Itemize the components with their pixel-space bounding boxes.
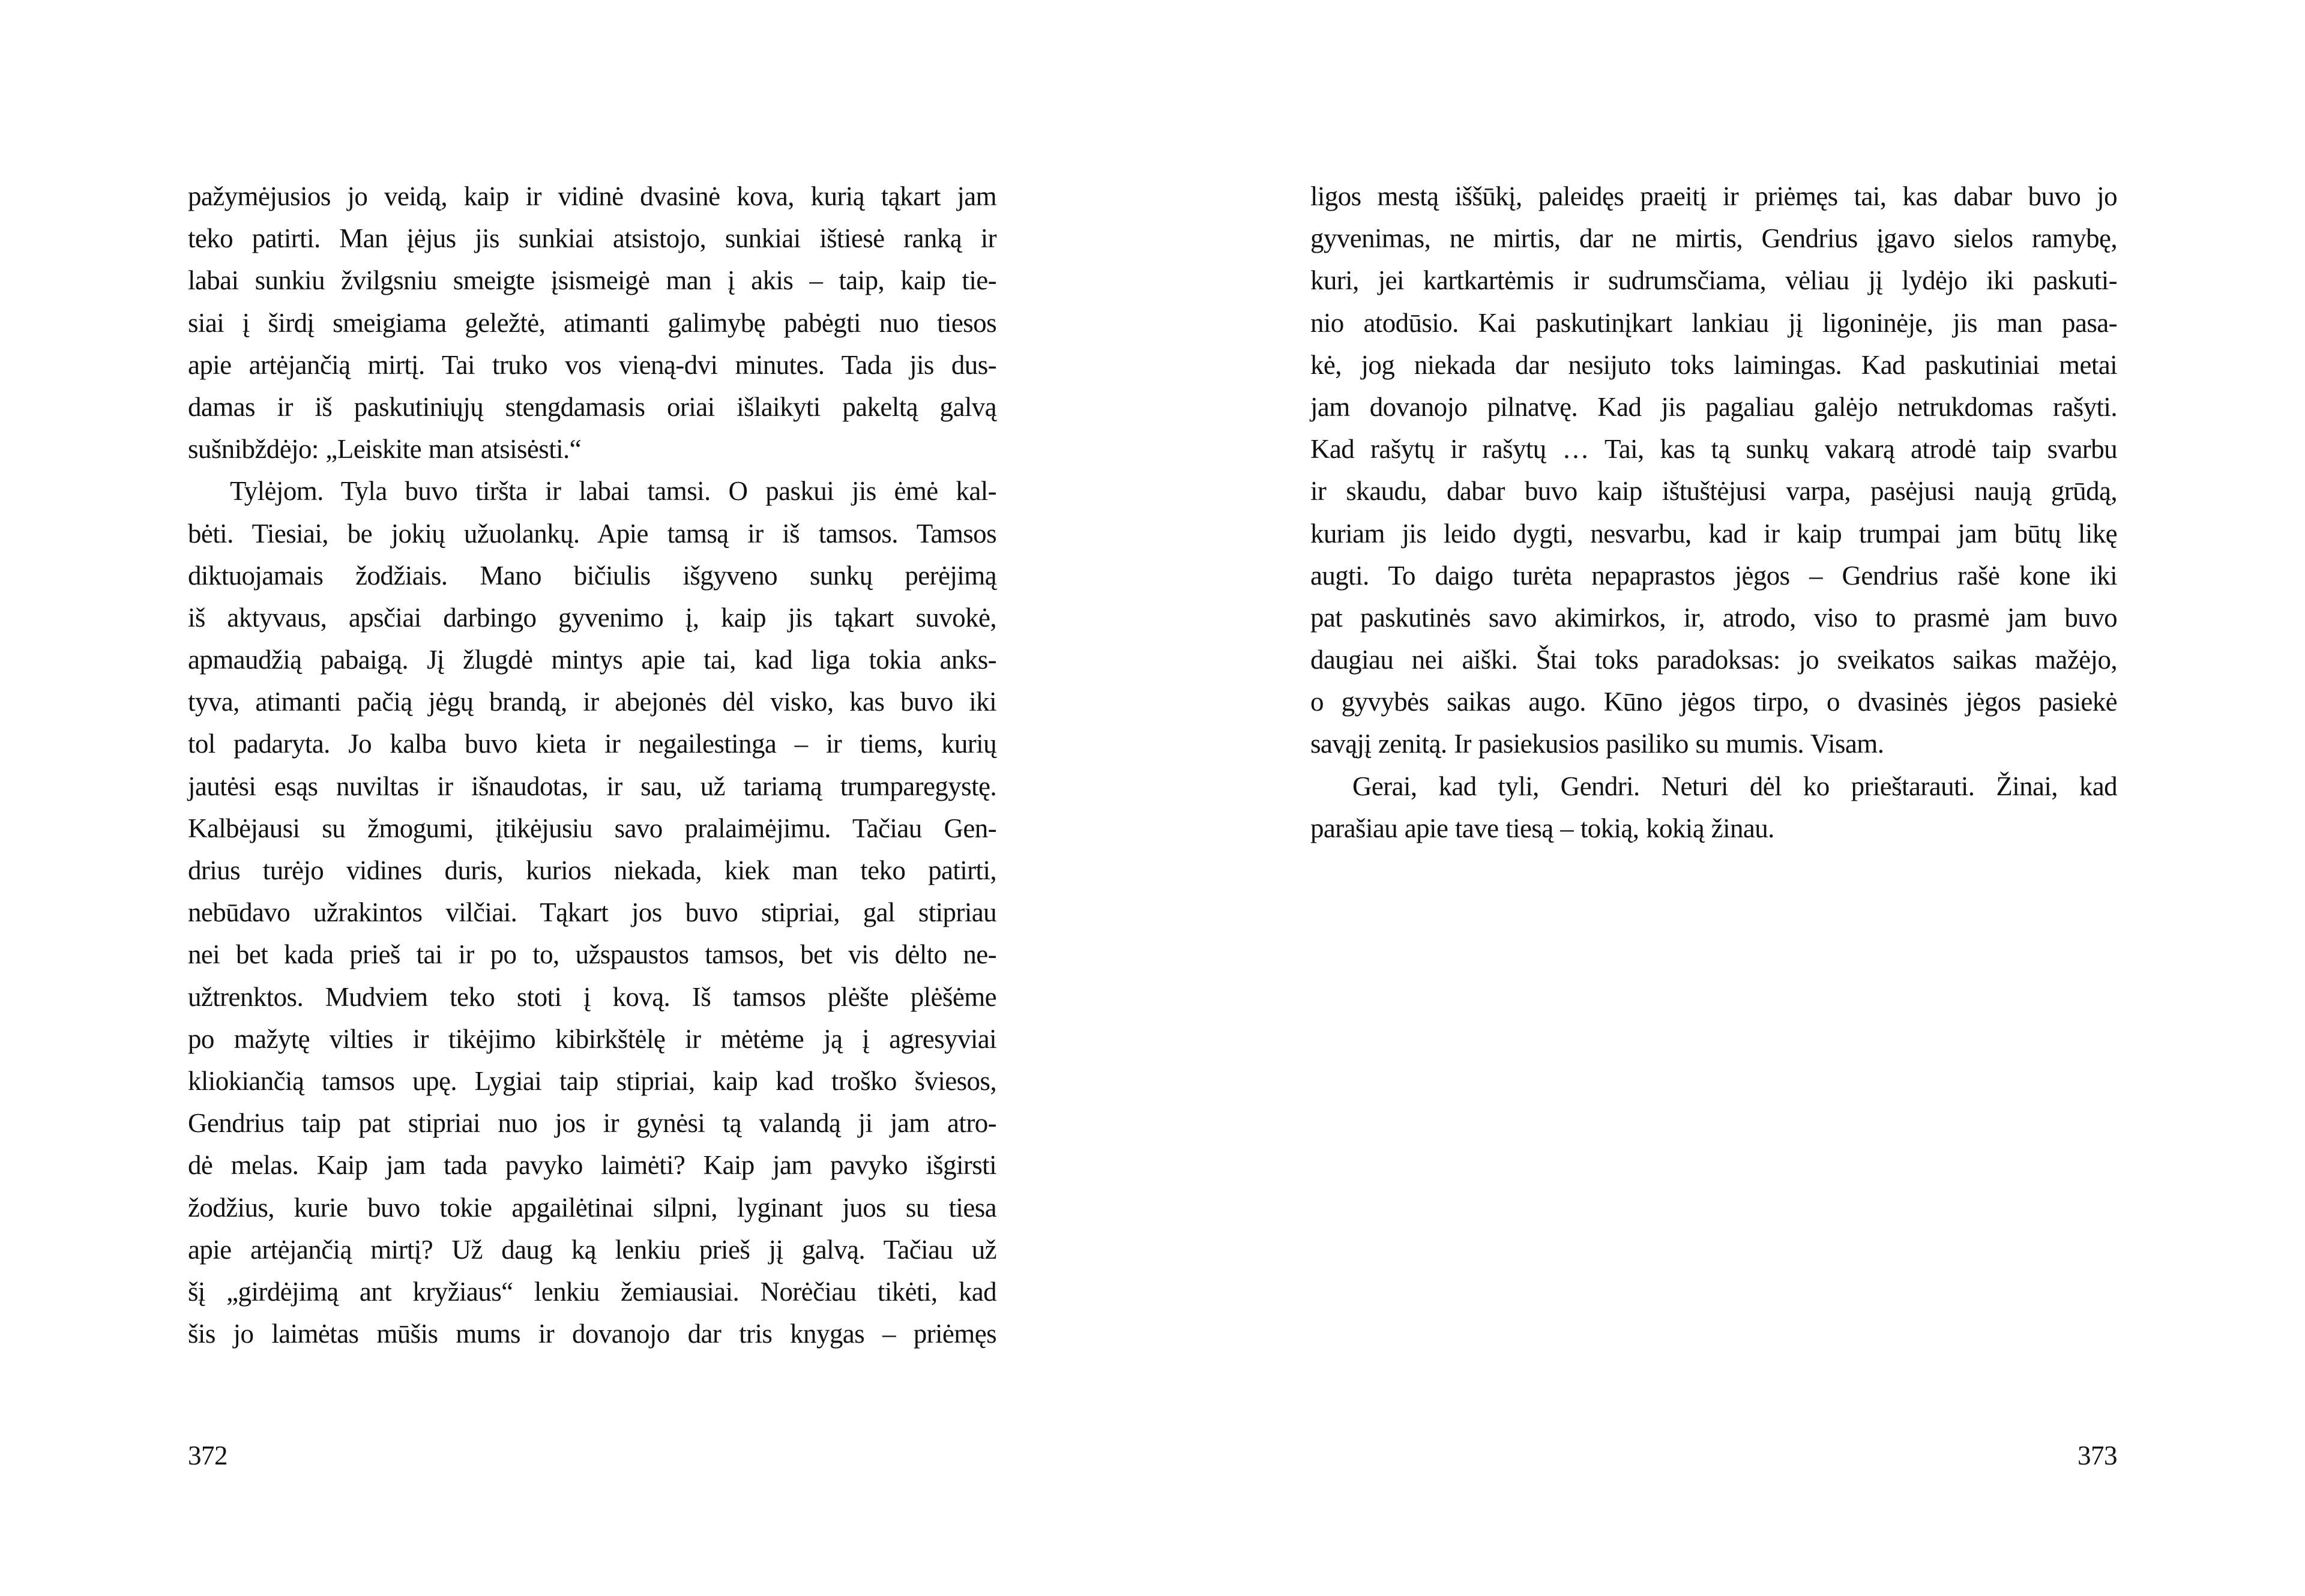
text-line: tol padaryta. Jo kalba buvo kieta ir negailestinga – ir tiems, kurių [188,729,996,759]
text-line: parašiau apie tave tiesą – tokią, kokią žinau. [1310,813,1774,843]
text-line: kuriam jis leido dygti, nesvarbu, kad ir kaip trumpai jam būtų likę [1310,518,2117,549]
text-line: kė, jog niekada dar nesijuto toks laimingas. Kad paskutiniai metai [1310,349,2117,380]
left-page-text-column [188,175,996,1355]
text-line: jam dovanojo pilnatvę. Kad jis pagaliau galėjo netrukdomas rašyti. [1310,391,2117,422]
text-line: bėti. Tiesiai, be jokių užuolankų. Apie tamsą ir iš tamsos. Tamsos [188,518,996,549]
right-page [1152,0,2305,1596]
left-page [0,0,1152,1596]
text-line: Kad rašytų ir rašytų … Tai, kas tą sunkų vakarą atrodė taip svarbu [1310,434,2117,465]
text-line: žodžius, kurie buvo tokie apgailėtinai silpni, lyginant juos su tiesa [188,1192,996,1223]
text-line: nei bet kada prieš tai ir po to, užspaustos tamsos, bet vis dėlto ne- [188,939,996,970]
text-line: teko patirti. Man įėjus jis sunkiai atsistojo, sunkiai ištiesė ranką ir [188,223,996,254]
text-line: o gyvybės saikas augo. Kūno jėgos tirpo, o dvasinės jėgos pasiekė [1310,687,2117,717]
text-line: diktuojamais žodžiais. Mano bičiulis išgyveno sunkų perėjimą [188,560,996,591]
text-line: tyva, atimanti pačią jėgų brandą, ir abejonės dėl visko, kas buvo iki [188,687,996,717]
text-line: ligos mestą iššūkį, paleidęs praeitį ir priėmęs tai, kas dabar buvo jo [1310,181,2117,211]
text-line: jautėsi esąs nuviltas ir išnaudotas, ir sau, už tariamą trumparegystę. [188,771,996,801]
text-line: nio atodūsio. Kai paskutinįkart lankiau jį ligoninėje, jis man pasa- [1310,307,2117,338]
text-line: pažymėjusios jo veidą, kaip ir vidinė dvasinė kova, kurią tąkart jam [188,181,996,211]
text-line: pat paskutinės savo akimirkos, ir, atrodo, viso to prasmė jam buvo [1310,602,2117,633]
text-line: iš aktyvaus, apsčiai darbingo gyvenimo į, kaip jis tąkart suvokė, [188,602,996,633]
text-line: Gerai, kad tyli, Gendri. Neturi dėl ko prieštarauti. Žinai, kad [1352,771,2117,801]
right-page-text-column [1310,175,2117,849]
text-line: ir skaudu, dabar buvo kaip ištuštėjusi varpa, pasėjusi naują grūdą, [1310,476,2117,507]
text-line: damas ir iš paskutiniųjų stengdamasis oriai išlaikyti pakeltą galvą [188,391,996,422]
text-line: drius turėjo vidines duris, kurios niekada, kiek man teko patirti, [188,855,996,885]
text-line: dė melas. Kaip jam tada pavyko laimėti? Kaip jam pavyko išgirsti [188,1150,996,1181]
text-line: šį „girdėjimą ant kryžiaus“ lenkiu žemiausiai. Norėčiau tikėti, kad [188,1276,996,1307]
text-line: kuri, jei kartkartėmis ir sudrumsčiama, vėliau jį lydėjo iki paskuti- [1310,265,2117,296]
text-line: savąjį zenitą. Ir pasiekusios pasiliko su mumis. Visam. [1310,729,1884,759]
text-line: Gendrius taip pat stipriai nuo jos ir gynėsi tą valandą ji jam atro- [188,1108,996,1139]
text-line: augti. To daigo turėta nepaprastos jėgos – Gendrius rašė kone iki [1310,560,2117,591]
text-line: labai sunkiu žvilgsniu smeigte įsismeigė man į akis – taip, kaip tie- [188,265,996,296]
text-line: gyvenimas, ne mirtis, dar ne mirtis, Gendrius įgavo sielos ramybę, [1310,223,2117,254]
text-line: apie artėjančią mirtį? Už daug ką lenkiu prieš jį galvą. Tačiau už [188,1234,996,1265]
text-line: Kalbėjausi su žmogumi, įtikėjusiu savo pralaimėjimu. Tačiau Gen- [188,813,996,843]
page-number-right: 373 [2078,1441,2117,1471]
text-line: po mažytę vilties ir tikėjimo kibirkštėlę ir mėtėme ją į agresyviai [188,1023,996,1054]
text-line: nebūdavo užrakintos vilčiai. Tąkart jos buvo stipriai, gal stipriau [188,897,996,928]
text-line: sušnibždėjo: „Leiskite man atsisėsti.“ [188,434,582,465]
text-line: kliokiančią tamsos upę. Lygiai taip stipriai, kaip kad troško šviesos, [188,1065,996,1096]
text-line: šis jo laimėtas mūšis mums ir dovanojo dar tris knygas – priėmęs [188,1319,996,1349]
text-line: užtrenktos. Mudviem teko stoti į kovą. Iš tamsos plėšte plėšėme [188,981,996,1012]
text-line: apmaudžią pabaigą. Jį žlugdė mintys apie tai, kad liga tokia anks- [188,645,996,675]
text-line: daugiau nei aiški. Štai toks paradoksas: jo sveikatos saikas mažėjo, [1310,645,2117,675]
page-number-left: 372 [188,1441,227,1471]
text-line: Tylėjom. Tyla buvo tiršta ir labai tamsi. O paskui jis ėmė kal- [230,476,996,507]
text-line: apie artėjančią mirtį. Tai truko vos vieną-dvi minutes. Tada jis dus- [188,349,996,380]
text-line: siai į širdį smeigiama geležtė, atimanti galimybę pabėgti nuo tiesos [188,307,996,338]
